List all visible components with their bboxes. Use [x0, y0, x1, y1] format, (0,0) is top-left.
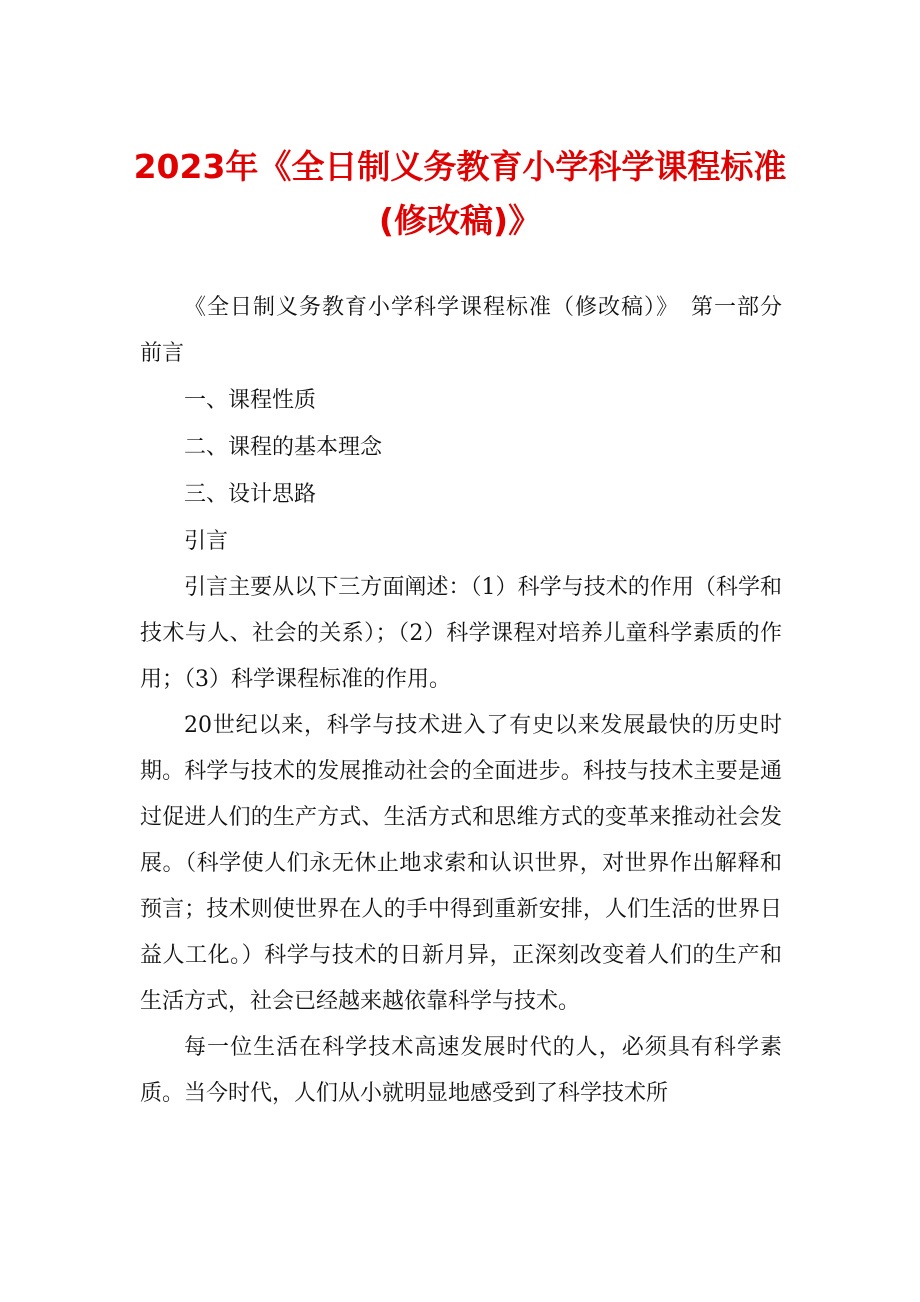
paragraph-introduction-summary: 引言主要从以下三方面阐述：（1）科学与技术的作用（科学和技术与人、社会的关系）；（2）科学课程对培养儿童科学素质的作用；（3）科学课程标准的作用。	[140, 575, 782, 692]
paragraph-twentieth-century: 20世纪以来，科学与技术进入了有史以来发展最快的历史时期。科学与技术的发展推动社会的全面进步。科技与技术主要是通过促进人们的生产方式、生活方式和思维方式的变革来推动社会发展。（科学使人们永无休止地求索和认识世界，对世界作出解释和预言；技术则使世界在人的手中得到重新安排，人们生活的世界日益人工化。）科学与技术的日新月异，正深刻改变着人们的生产和生活方式，社会已经越来越依靠科学与技术。	[140, 713, 782, 1014]
document-title-line-2: (修改稿)》	[378, 201, 542, 240]
document-title	[90, 140, 830, 248]
paragraph-scientific-literacy: 每一位生活在科学技术高速发展时代的人，必须具有科学素质。当今时代，人们从小就明显地感受到了科学技术所	[140, 1035, 782, 1106]
document-title-line-1: 2023年《全日制义务教育小学科学课程标准	[133, 147, 787, 186]
section-item-basic-ideas: 二、课程的基本理念	[184, 435, 383, 460]
section-item-design-ideas: 三、设计思路	[184, 482, 317, 507]
section-item-course-nature: 一、课程性质	[184, 388, 317, 413]
document-body	[140, 285, 805, 1117]
section-item-introduction: 引言	[184, 529, 229, 554]
paragraph-heading: 《全日制义务教育小学科学课程标准（修改稿）》 第一部分 前言	[140, 295, 805, 366]
